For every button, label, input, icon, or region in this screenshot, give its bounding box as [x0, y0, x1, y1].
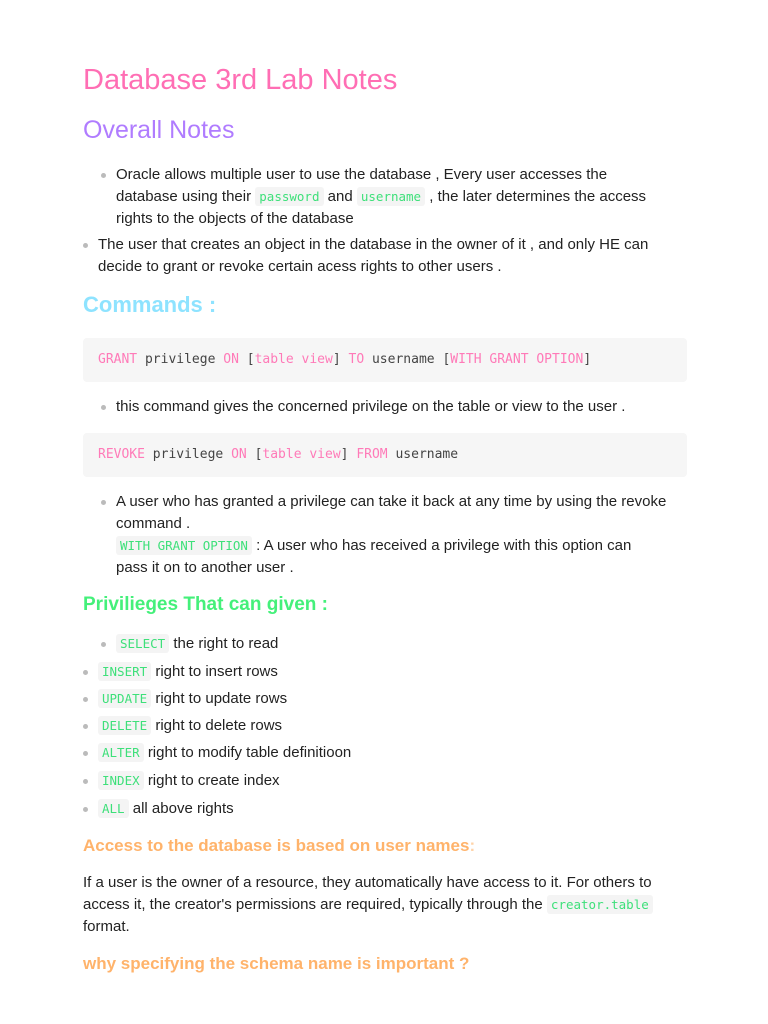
- code-text: username: [371, 352, 435, 367]
- page-title: Database 3rd Lab Notes: [83, 64, 398, 96]
- revoke-note-line-1: A user who has granted a privilege can take it back at any time by using the revoke: [116, 493, 667, 510]
- privilege-text: right to insert rows: [155, 663, 278, 680]
- code-text: ]: [583, 352, 592, 367]
- kw-to: TO: [348, 352, 365, 367]
- revoke-note-bullet: [116, 491, 696, 579]
- overall-bullet-2-line-2: decide to grant or revoke certain acess rights to other users .: [98, 258, 502, 275]
- text-segment: and: [327, 188, 353, 205]
- code-select: SELECT: [116, 634, 169, 653]
- code-alter: ALTER: [98, 743, 144, 762]
- overall-bullet-2-line-1: The user that creates an object in the database in the owner of it , and only HE can: [98, 236, 649, 253]
- code-text: [: [246, 352, 255, 367]
- bullet-dot: [83, 697, 88, 702]
- bullet-dot: [101, 500, 106, 505]
- access-line-2: [83, 894, 687, 916]
- access-heading: [83, 836, 475, 856]
- privileges-heading: Privilieges That can given :: [83, 594, 328, 615]
- code-all: ALL: [98, 799, 129, 818]
- access-heading-colon: :: [469, 836, 476, 855]
- kw-table-view: table view: [262, 447, 341, 462]
- access-line-1: If a user is the owner of a resource, they automatically have access to it. For others to: [83, 874, 652, 891]
- text-segment: , the later determines the access: [429, 188, 647, 205]
- access-heading-text: Access to the database is based on user names: [83, 836, 470, 855]
- bullet-dot: [83, 751, 88, 756]
- bullet-dot: [101, 173, 106, 178]
- text-segment: access it, the creator's permissions are required, typically through the: [83, 896, 543, 913]
- privilege-item-all: [98, 798, 234, 820]
- privilege-text: right to create index: [147, 772, 280, 789]
- access-paragraph: [83, 872, 687, 938]
- bullet-dot: [83, 724, 88, 729]
- bullet-dot: [83, 779, 88, 784]
- privilege-item-insert: [98, 661, 278, 683]
- code-update: UPDATE: [98, 689, 151, 708]
- code-delete: DELETE: [98, 716, 151, 735]
- access-line-3: format.: [83, 918, 130, 935]
- privilege-text: right to update rows: [155, 690, 288, 707]
- bullet-dot: [83, 243, 88, 248]
- kw-grant: GRANT: [98, 352, 138, 367]
- overall-bullet-1-line-1: Oracle allows multiple user to use the database , Every user accesses the: [116, 166, 608, 183]
- revoke-note-line-4: pass it on to another user .: [116, 559, 294, 576]
- bullet-dot: [101, 405, 106, 410]
- overall-bullet-1: [116, 164, 696, 230]
- privilege-text: all above rights: [132, 800, 234, 817]
- code-username: username: [357, 187, 425, 206]
- privilege-text: right to delete rows: [155, 717, 283, 734]
- why-heading: why specifying the schema name is important ?: [83, 954, 470, 973]
- privilege-item-delete: [98, 715, 282, 737]
- privilege-item-update: [98, 688, 287, 710]
- code-text: username: [395, 447, 459, 462]
- code-text: ]: [340, 447, 349, 462]
- code-insert: INSERT: [98, 662, 151, 681]
- privilege-text: the right to read: [173, 635, 279, 652]
- overall-notes-heading: Overall Notes: [83, 116, 235, 144]
- text-segment: database using their: [116, 188, 252, 205]
- kw-on: ON: [231, 447, 247, 462]
- code-creator-table: creator.table: [547, 895, 653, 914]
- code-with-grant-option: WITH GRANT OPTION: [116, 536, 252, 555]
- privilege-item-alter: [98, 742, 351, 764]
- overall-bullet-2: [98, 234, 688, 278]
- code-password: password: [255, 187, 323, 206]
- revoke-note-line-3: [116, 535, 696, 557]
- code-text: ]: [332, 352, 341, 367]
- overall-bullet-1-line-3: rights to the objects of the database: [116, 210, 354, 227]
- text-segment: : A user who has received a privilege with this option can: [256, 537, 632, 554]
- kw-revoke: REVOKE: [98, 447, 145, 462]
- revoke-code-block: [83, 433, 687, 477]
- kw-on: ON: [223, 352, 239, 367]
- code-index: INDEX: [98, 771, 144, 790]
- kw-table-view: table view: [254, 352, 333, 367]
- grant-note-text: this command gives the concerned privilege on the table or view to the user .: [116, 398, 626, 415]
- code-text: privilege: [144, 352, 216, 367]
- bullet-dot: [101, 642, 106, 647]
- revoke-note-line-2: command .: [116, 515, 191, 532]
- grant-note-bullet: [116, 396, 696, 418]
- bullet-dot: [83, 807, 88, 812]
- privilege-item-select: [116, 633, 278, 655]
- code-text: [: [254, 447, 263, 462]
- kw-with-grant-option: WITH GRANT OPTION: [450, 352, 584, 367]
- bullet-dot: [83, 670, 88, 675]
- overall-bullet-1-line-2: [116, 186, 696, 208]
- code-text: [: [442, 352, 451, 367]
- commands-heading: Commands :: [83, 292, 217, 317]
- grant-code-block: [83, 338, 687, 382]
- privilege-item-index: [98, 770, 280, 792]
- kw-from: FROM: [356, 447, 388, 462]
- code-text: privilege: [152, 447, 224, 462]
- privilege-text: right to modify table definitioon: [147, 744, 352, 761]
